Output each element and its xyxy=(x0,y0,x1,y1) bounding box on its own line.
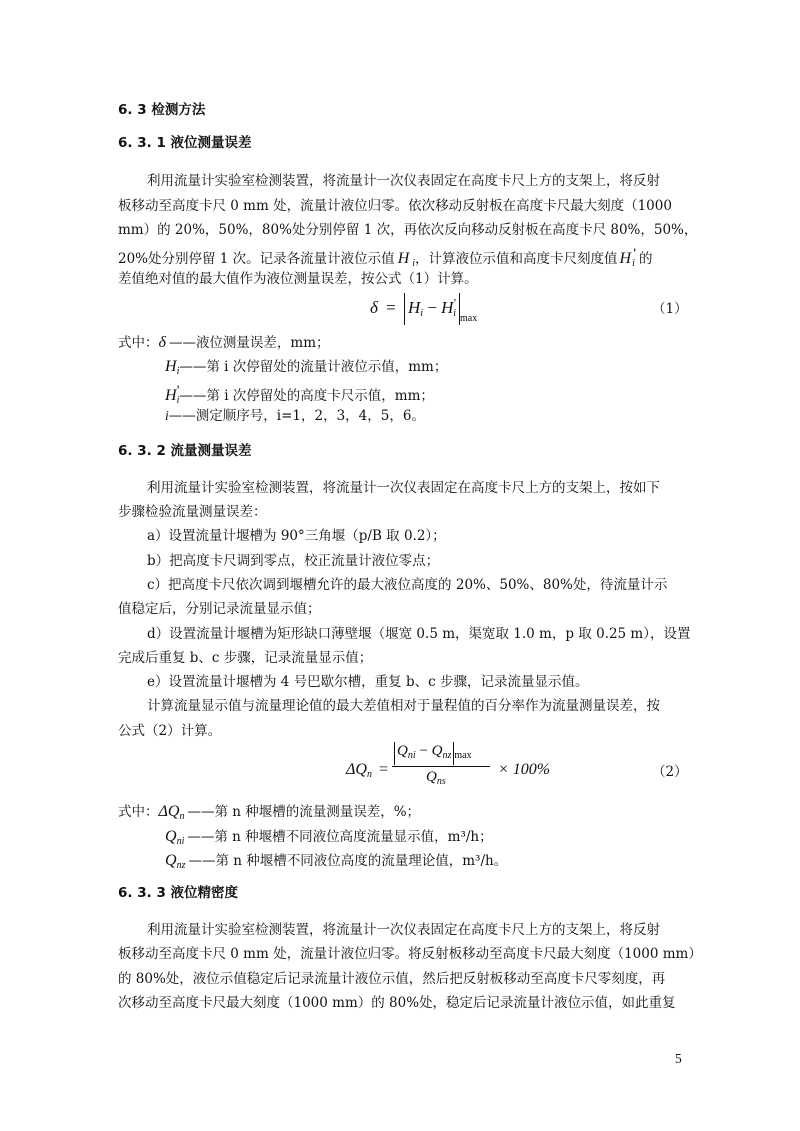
symbol-sub-i: i xyxy=(412,258,416,269)
where-symbol-sub: i xyxy=(176,366,180,377)
where-symbol: ΔQ xyxy=(158,803,180,820)
paragraph-line: 步骤检验流量测量误差： xyxy=(118,504,267,520)
section-heading-6-3-2: 6. 3. 2 流量测量误差 xyxy=(118,443,252,459)
where-symbol: Q xyxy=(165,852,177,869)
where-text: ——第 n 种堰槽不同液位高度流量显示值，m³/h； xyxy=(187,829,493,845)
where-line xyxy=(118,803,420,826)
eq1-prime: ' xyxy=(453,298,457,309)
where-symbol: H xyxy=(165,387,177,404)
eq2-Q-ns: Q xyxy=(426,769,437,785)
equation-number-1: （1） xyxy=(652,301,688,317)
where-symbol-sub: n xyxy=(179,811,185,822)
where-symbol: δ xyxy=(158,334,166,351)
paragraph-line xyxy=(118,245,652,273)
where-symbol-sub: nz xyxy=(176,860,186,871)
where-prefix: 式中： xyxy=(118,335,159,351)
paragraph-line: 板移动至高度卡尺 0 mm 处，流量计液位归零。将反射板移动至高度卡尺最大刻度（1000 mm） xyxy=(118,946,702,962)
paragraph-line: 次移动至高度卡尺最大刻度（1000 mm）的 80%处，稳定后记录流量计液位示值，如此重复 xyxy=(118,995,676,1011)
where-symbol-sub: i xyxy=(176,395,180,406)
step-item: b）把高度卡尺调到零点，校正流量计液位零点； xyxy=(147,553,440,569)
paragraph-text: ，计算液位示值和高度卡尺刻度值 xyxy=(415,251,618,267)
eq2-times: × 100% xyxy=(498,761,551,778)
eq1-minus: − xyxy=(427,298,437,317)
where-line xyxy=(165,828,493,851)
where-line xyxy=(165,358,447,381)
step-item: c）把高度卡尺依次调到堰槽允许的最大液位高度的 20%、50%、80%处，待流量计示 xyxy=(147,577,668,593)
section-heading-6-3-1: 6. 3. 1 液位测量误差 xyxy=(118,135,252,151)
eq2-fraction xyxy=(392,742,492,792)
where-text: ——测定顺序号，i=1，2，3，4，5，6。 xyxy=(168,408,425,424)
paragraph-line: mm）的 20%，50%，80%处分别停留 1 次，再依次反向移动反射板在高度卡尺 80%，50%， xyxy=(118,222,698,238)
eq2-Q-ni: Q xyxy=(397,743,408,759)
where-line xyxy=(165,407,425,425)
where-line xyxy=(165,852,507,875)
step-item: d）设置流量计堰槽为矩形缺口薄壁堰（堰宽 0.5 m，渠宽取 1.0 m，p 取 0.25 m），设置 xyxy=(147,626,691,642)
paragraph-line: 利用流量计实验室检测装置，将流量计一次仪表固定在高度卡尺上方的支架上，将反射 xyxy=(147,922,660,938)
paragraph-text: 20%处分别停留 1 次。记录各流量计液位示值 xyxy=(118,251,395,267)
eq2-delta-Q: ΔQ xyxy=(346,761,367,778)
where-line xyxy=(118,334,330,352)
step-item: a）设置流量计堰槽为 90°三角堰（p/B 取 0.2）； xyxy=(147,528,446,544)
paragraph-text: 的 xyxy=(638,251,653,267)
eq2-sub-ni: ni xyxy=(407,750,416,761)
eq2-max: max xyxy=(454,750,472,761)
eq2-sub-nz: nz xyxy=(442,750,452,761)
eq1-H-prime: H xyxy=(441,298,454,317)
paragraph-line: 的 80%处，液位示值稳定后记录流量计液位示值，然后把反射板移动至高度卡尺零刻度，再 xyxy=(118,971,666,987)
eq1-abs xyxy=(404,293,460,325)
eq1-equals: = xyxy=(386,298,396,317)
where-text: ——第 i 次停留处的流量计液位示值，mm； xyxy=(179,359,448,375)
where-prefix: 式中： xyxy=(118,804,159,820)
where-line xyxy=(165,382,434,410)
eq1-sub-i: i xyxy=(420,308,424,319)
symbol-H-prime: H xyxy=(619,250,632,267)
where-symbol: Q xyxy=(165,828,177,845)
eq1-max: max xyxy=(460,313,478,324)
eq1-sub-i: i xyxy=(453,308,456,319)
step-item: e）设置流量计堰槽为 4 号巴歇尔槽，重复 b、c 步骤，记录流量显示值。 xyxy=(147,674,589,690)
paragraph-line: 板移动至高度卡尺 0 mm 处，流量计液位归零。依次移动反射板在高度卡尺最大刻度（1000 xyxy=(118,198,672,214)
eq2-denominator xyxy=(426,769,446,787)
where-symbol: H xyxy=(165,358,177,375)
where-symbol: i xyxy=(165,408,169,423)
paragraph-line: 计算流量显示值与流量理论值的最大差值相对于量程值的百分率作为流量测量误差，按 xyxy=(147,698,660,714)
where-text: ——液位测量误差，mm； xyxy=(168,335,330,351)
eq2-fraction-bar xyxy=(392,766,490,767)
paragraph-line: 公式（2）计算。 xyxy=(118,723,222,739)
eq2-Q-nz: Q xyxy=(431,743,443,759)
page-number: 5 xyxy=(675,1051,682,1066)
eq2-minus: − xyxy=(415,743,432,759)
step-item-cont: 值稳定后，分别记录流量显示值； xyxy=(118,601,321,617)
eq2-sub-n: n xyxy=(366,769,372,780)
where-symbol-sup: ' xyxy=(176,385,180,396)
where-text: ——第 n 种堰槽的流量测量误差，%； xyxy=(187,804,421,820)
eq2-sub-ns: ns xyxy=(436,776,446,787)
equation-2-lhs xyxy=(346,761,391,784)
paragraph-line: 差值绝对值的最大值作为液位测量误差，按公式（1）计算。 xyxy=(118,271,478,287)
eq2-numerator xyxy=(394,742,472,765)
symbol-prime: ' xyxy=(633,248,637,259)
where-text: ——第 i 次停留处的高度卡尺示值，mm； xyxy=(179,388,434,404)
symbol-sub-i: i xyxy=(632,258,635,269)
section-heading-6-3: 6. 3 检测方法 xyxy=(118,102,206,118)
paragraph-line: 利用流量计实验室检测装置，将流量计一次仪表固定在高度卡尺上方的支架上，将反射 xyxy=(147,173,660,189)
equation-number-2: （2） xyxy=(652,764,688,780)
where-symbol-sub: ni xyxy=(176,836,185,847)
section-heading-6-3-3: 6. 3. 3 液位精密度 xyxy=(118,885,239,901)
where-text: ——第 n 种堰槽不同液位高度的流量理论值，m³/h。 xyxy=(188,853,508,869)
symbol-H: H xyxy=(397,250,410,267)
eq1-delta: δ xyxy=(370,298,378,317)
eq2-equals: = xyxy=(378,761,388,778)
eq1-H: H xyxy=(408,298,421,317)
paragraph-line: 利用流量计实验室检测装置，将流量计一次仪表固定在高度卡尺上方的支架上，按如下 xyxy=(147,480,660,496)
step-item-cont: 完成后重复 b、c 步骤，记录流量显示值； xyxy=(118,650,373,666)
equation-1 xyxy=(370,293,477,328)
